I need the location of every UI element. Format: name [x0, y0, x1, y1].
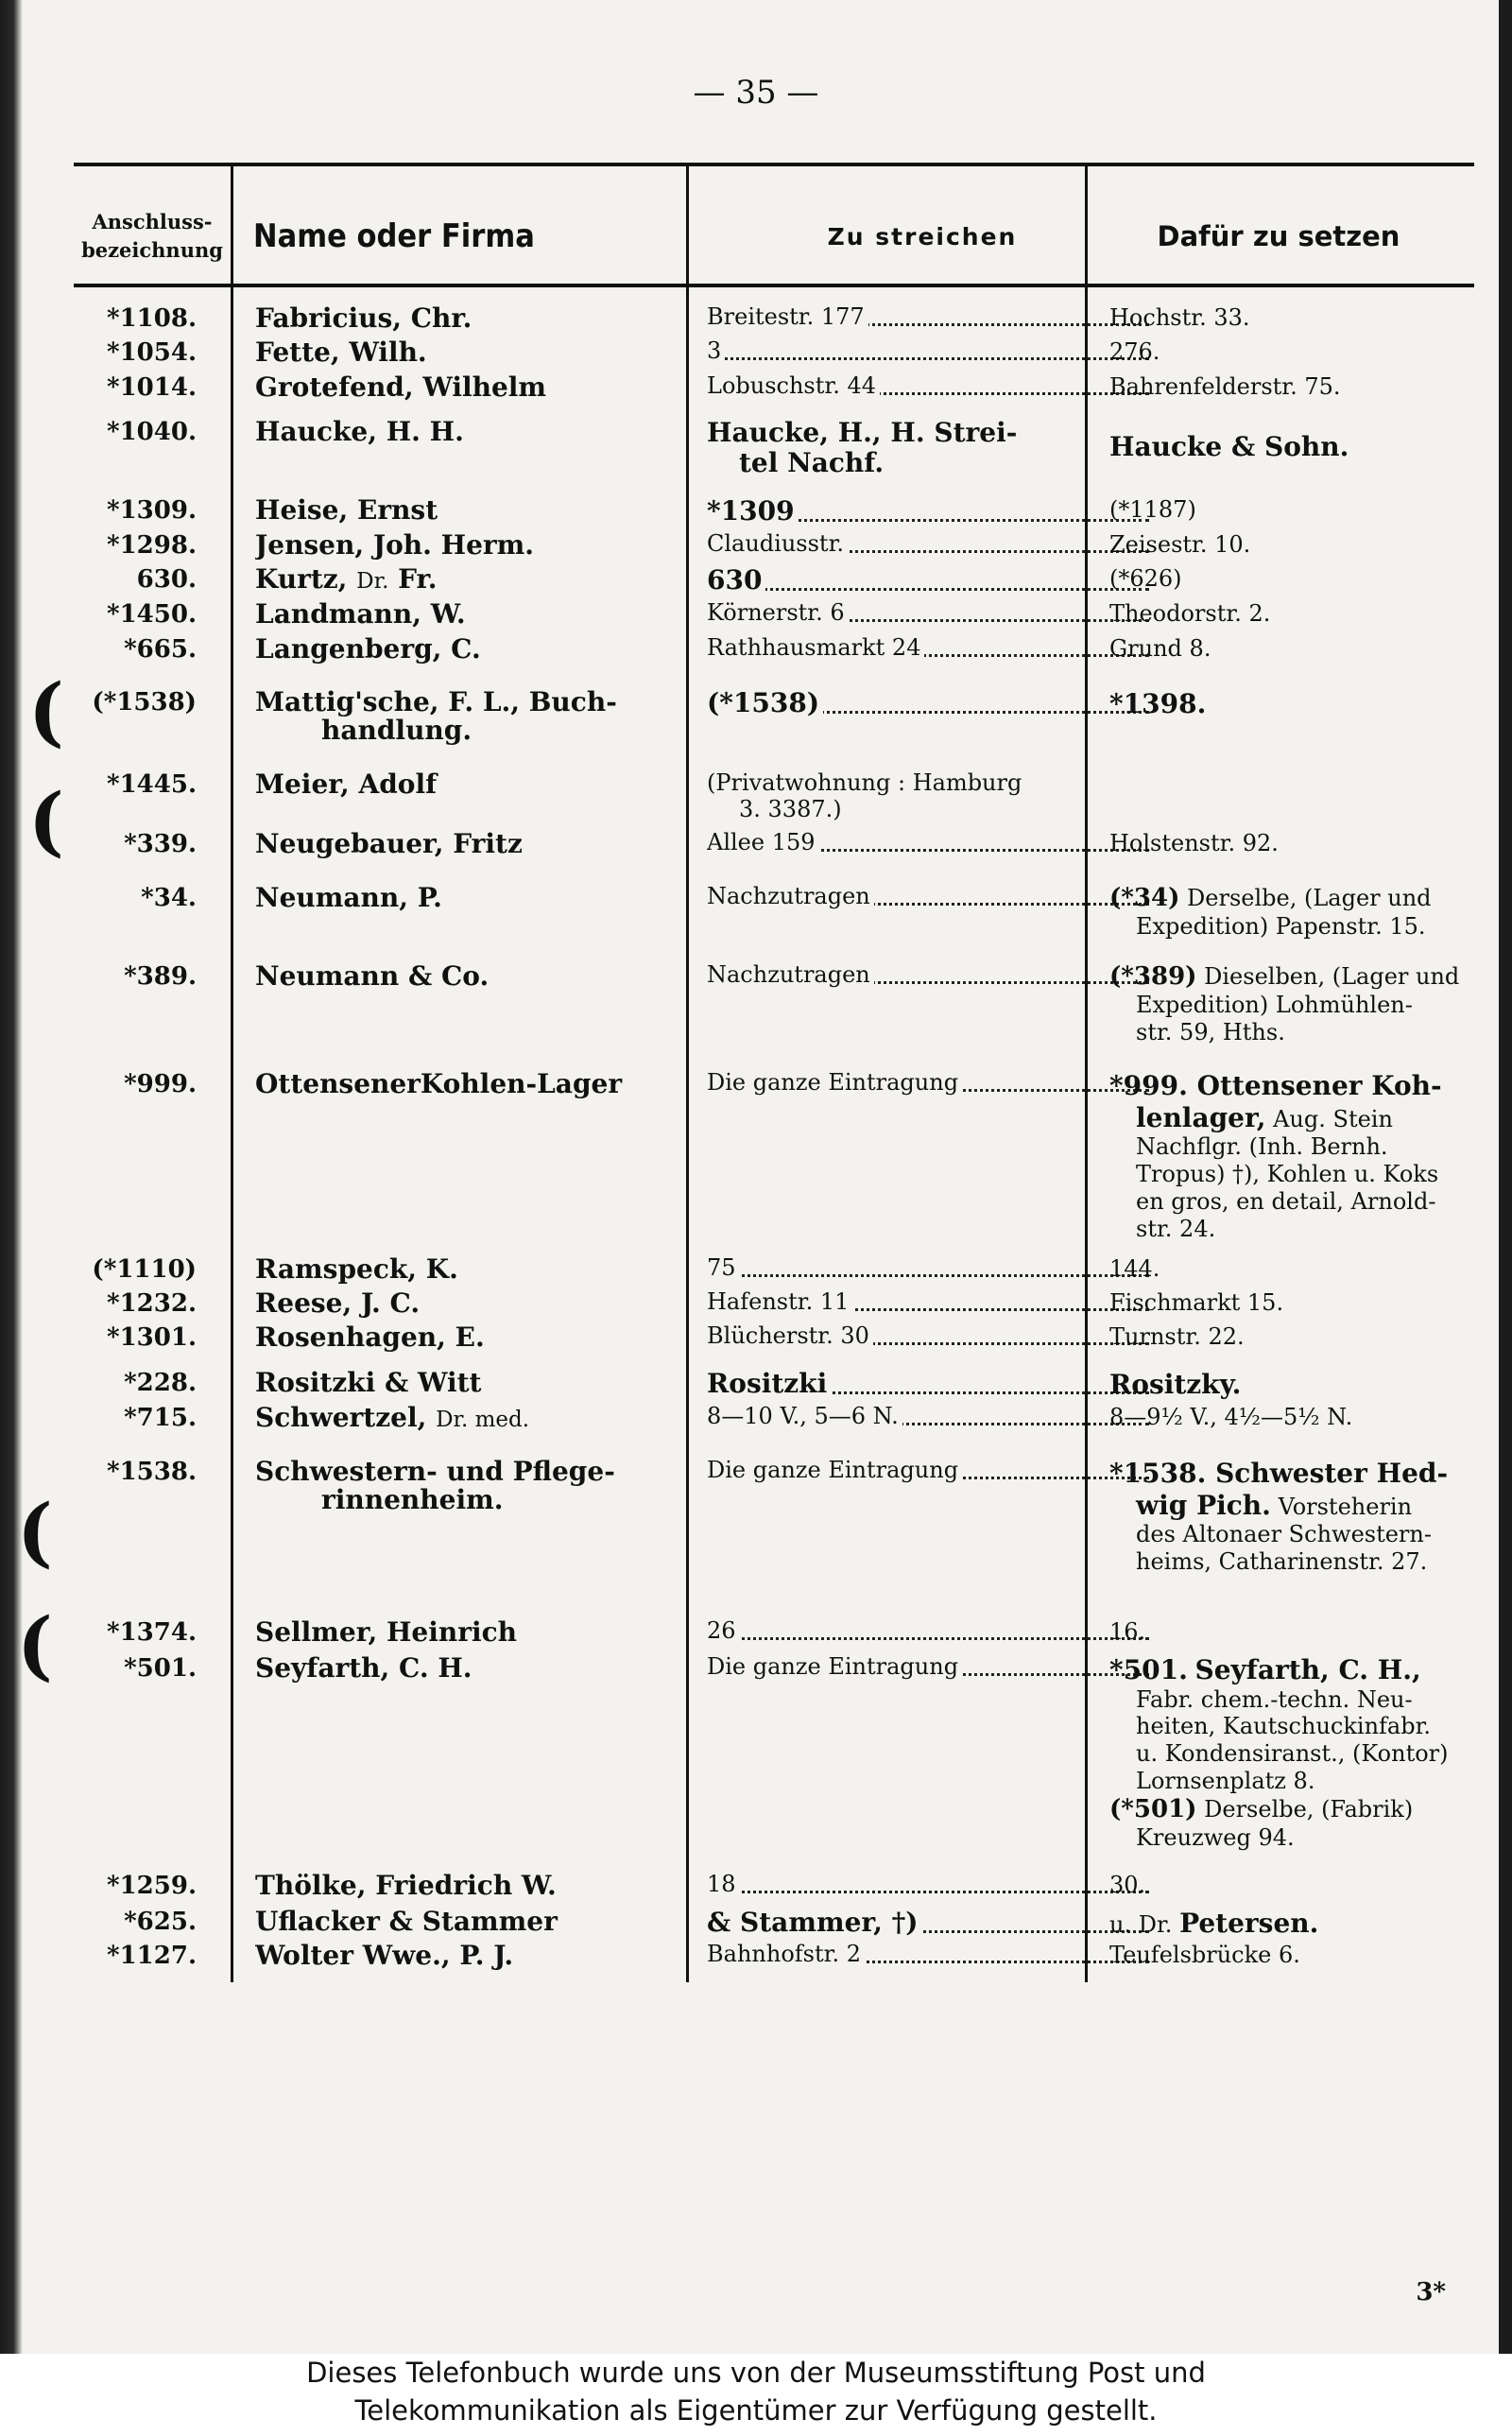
replacement-line: Expedition) Lohmühlen-: [1136, 992, 1413, 1019]
replacement-entry: Theodorstr. 2.: [1109, 600, 1271, 627]
connection-number: *715.: [124, 1404, 197, 1432]
connection-number: *34.: [141, 884, 197, 912]
connection-number: *1259.: [106, 1872, 197, 1900]
strike-line: Haucke, H., H. Strei-: [707, 418, 1018, 448]
replacement-entry: Turnstr. 22.: [1109, 1323, 1245, 1350]
replacement-lead: lenlager,: [1136, 1101, 1266, 1133]
replacement-entry: 16.: [1109, 1618, 1146, 1645]
entry-to-delete: [707, 1369, 1149, 1399]
subscriber-name: [255, 304, 747, 333]
name-text: [255, 770, 440, 799]
subscriber-name: [255, 1323, 747, 1352]
replacement-line: Vorsteherin: [1278, 1493, 1413, 1520]
name-part: Thölke, Friedrich W.: [255, 1872, 557, 1901]
subscriber-name: [255, 1255, 747, 1284]
banner-line: Telekommunikation als Eigentümer zur Verfügung gestellt.: [354, 2394, 1158, 2427]
name-text: [255, 1942, 517, 1970]
replacement-line: heims, Catharinenstr. 27.: [1136, 1547, 1428, 1575]
subscriber-name: [255, 418, 747, 446]
name-title: Dr. med.: [436, 1408, 530, 1432]
replacement-entry: Rositzky.: [1109, 1369, 1242, 1400]
name-text: [255, 1908, 561, 1936]
header-replacement: Dafür zu setzen: [1157, 220, 1400, 252]
name-text: [255, 531, 538, 560]
strike-text: 8—10 V., 5—6 N.: [707, 1404, 902, 1429]
header-connection: Anschluss- bezeichnung: [81, 209, 223, 262]
margin-bracket: (: [28, 776, 64, 865]
name-text: [255, 1654, 476, 1683]
connection-number: *339.: [124, 830, 197, 858]
name-part: Schwertzel,: [255, 1404, 427, 1433]
connection-number: *1127.: [106, 1942, 197, 1970]
replacement-entry: Bahrenfelderstr. 75.: [1109, 373, 1341, 400]
subscriber-name: [255, 1404, 747, 1432]
replacement-entry: [1109, 1654, 1512, 1852]
name-text: [255, 496, 441, 525]
banner-line: Dieses Telefonbuch wurde uns von der Museumsstiftung Post und: [306, 2357, 1206, 2389]
strike-text: & Stammer, †): [707, 1908, 922, 1938]
name-part: Fabricius, Chr.: [255, 304, 472, 334]
replacement-entry: Grund 8.: [1109, 635, 1211, 662]
name-text: [255, 1618, 521, 1647]
connection-number: *1374.: [106, 1618, 197, 1647]
replacement-entry: [1109, 962, 1512, 1046]
name-text: [255, 1369, 485, 1397]
subscriber-name: [255, 1908, 747, 1936]
replacement-entry: Teufelsbrücke 6.: [1109, 1942, 1300, 1968]
name-line: rinnenheim.: [321, 1484, 504, 1516]
dot-leader: [707, 357, 1149, 360]
name-part: Ramspeck, K.: [255, 1255, 458, 1285]
connection-number: *1450.: [106, 600, 197, 629]
page-number: — 35 —: [693, 74, 819, 112]
connection-number: *1014.: [106, 373, 197, 402]
entry-to-delete: [707, 600, 1149, 627]
replacement-entry: Fischmarkt 15.: [1109, 1289, 1284, 1316]
replacement-lead: *999. Ottensener Koh-: [1109, 1070, 1442, 1101]
subscriber-name: [255, 531, 747, 560]
entry-to-delete: [707, 496, 1149, 527]
name-part: Langenberg, C.: [255, 635, 481, 665]
header-to-delete: Zu streichen: [827, 222, 1018, 251]
name-text: [255, 1255, 462, 1284]
entry-to-delete: [707, 1942, 1149, 1968]
name-text: [255, 373, 550, 402]
connection-number: 630.: [136, 565, 197, 594]
connection-number: *389.: [124, 962, 197, 991]
strike-text: Allee 159: [707, 830, 819, 855]
name-text: [255, 830, 526, 858]
name-part: Grotefend, Wilhelm: [255, 373, 547, 403]
replacement-lead: (*389): [1109, 962, 1197, 991]
subscriber-name: [255, 688, 747, 745]
dot-leader: [707, 1637, 1149, 1640]
entry-to-delete: [707, 1618, 1149, 1645]
entry-to-delete: [707, 1070, 1149, 1097]
page-signature: 3*: [1416, 2278, 1446, 2306]
subscriber-name: [255, 1458, 747, 1514]
subscriber-name: [255, 1070, 747, 1098]
name-text: [255, 635, 485, 664]
replacement-entry: 144.: [1109, 1255, 1160, 1282]
replacement-lead: *1538. Schwester Hed-: [1109, 1458, 1449, 1489]
entry-to-delete: [707, 770, 1149, 822]
entry-to-delete: [707, 688, 1149, 718]
name-part: Neumann, P.: [255, 884, 442, 913]
strike-line: tel Nachf.: [739, 447, 885, 479]
strike-text: Lobuschstr. 44: [707, 373, 880, 399]
name-line: handlung.: [321, 715, 472, 747]
subscriber-name: [255, 338, 747, 367]
replacement-line: Derselbe, (Fabrik): [1204, 1795, 1414, 1823]
subscriber-name: [255, 635, 747, 664]
name-part: Fr.: [398, 565, 438, 595]
replacement-entry: Holstenstr. 92.: [1109, 830, 1279, 856]
strike-text: (*1538): [707, 688, 823, 718]
entry-to-delete: [707, 531, 1149, 558]
subscriber-name: [255, 1618, 747, 1647]
name-part: Rosenhagen, E.: [255, 1323, 485, 1353]
name-text: [255, 884, 446, 912]
replacement-entry: 276.: [1109, 338, 1160, 365]
margin-bracket: (: [17, 1600, 53, 1689]
replacement-part: u. Dr.: [1109, 1911, 1173, 1938]
name-part: Heise, Ernst: [255, 496, 438, 526]
replacement-lead: (*501): [1109, 1794, 1197, 1823]
subscriber-name: [255, 565, 747, 594]
replacement-part: Petersen.: [1179, 1908, 1319, 1939]
name-part: Kurtz,: [255, 565, 348, 595]
name-text: [255, 962, 492, 991]
strike-text: 18: [707, 1872, 740, 1897]
replacement-line: Tropus) †), Kohlen u. Koks: [1136, 1160, 1439, 1187]
name-part: Jensen, Joh. Herm.: [255, 531, 535, 561]
name-part: Reese, J. C.: [255, 1289, 421, 1319]
strike-text: 75: [707, 1255, 740, 1281]
subscriber-name: [255, 830, 747, 858]
name-title: Dr.: [356, 569, 389, 594]
margin-bracket: (: [28, 666, 64, 755]
name-part: Uflacker & Stammer: [255, 1908, 558, 1937]
strike-text: Claudiusstr.: [707, 531, 848, 557]
replacement-lead: Seyfarth, C. H.,: [1194, 1654, 1421, 1685]
header-rule: [74, 284, 1474, 287]
dot-leader: [707, 1891, 1149, 1893]
replacement-line: Aug. Stein: [1273, 1105, 1393, 1132]
entry-to-delete: [707, 1654, 1149, 1681]
connection-number: *1309.: [106, 496, 197, 525]
entry-to-delete: [707, 565, 1149, 596]
replacement-line: str. 59, Hths.: [1136, 1018, 1285, 1045]
entry-to-delete: [707, 1404, 1149, 1430]
replacement-entry: *1398.: [1109, 688, 1207, 719]
replacement-line: Kreuzweg 94.: [1136, 1823, 1295, 1851]
strike-text: Rathhausmarkt 24: [707, 635, 924, 661]
entry-to-delete: [707, 1289, 1149, 1316]
replacement-line: des Altonaer Schwestern-: [1136, 1521, 1432, 1548]
dot-leader: [707, 588, 1149, 591]
entry-to-delete: [707, 1255, 1149, 1282]
connection-number: (*1110): [92, 1255, 197, 1284]
name-part: Fette, Wilh.: [255, 338, 427, 368]
page-left-edge: [0, 0, 23, 2354]
subscriber-name: [255, 884, 747, 912]
subscriber-name: [255, 962, 747, 991]
dot-leader: [707, 1274, 1149, 1277]
entry-to-delete: [707, 304, 1149, 331]
strike-text: 26: [707, 1618, 740, 1644]
strike-line: (Privatwohnung : Hamburg: [707, 770, 1022, 796]
connection-number: *1538.: [106, 1458, 197, 1486]
subscriber-name: [255, 1289, 747, 1318]
replacement-lead: wig Pich.: [1136, 1489, 1271, 1521]
replacement-entry: Haucke & Sohn.: [1109, 431, 1349, 462]
name-part: Landmann, W.: [255, 600, 466, 630]
name-text: [255, 418, 468, 446]
subscriber-name: [255, 1369, 747, 1397]
name-line: Schwestern- und Pflege-: [255, 1456, 615, 1487]
name-text: [255, 1872, 560, 1900]
replacement-line: Lornsenplatz 8.: [1136, 1767, 1315, 1794]
connection-number: *999.: [124, 1070, 197, 1098]
name-text: [255, 1404, 533, 1432]
replacement-lead: (*34): [1109, 884, 1180, 912]
connection-number: *1054.: [106, 338, 197, 367]
name-line: Mattig'sche, F. L., Buch-: [255, 686, 617, 717]
entry-to-delete: [707, 373, 1149, 400]
strike-text: Blücherstr. 30: [707, 1323, 873, 1349]
name-text: [255, 1070, 626, 1098]
replacement-line: u. Kondensiranst., (Kontor): [1136, 1740, 1449, 1768]
replacement-line: Derselbe, (Lager und: [1187, 885, 1432, 911]
replacement-line: en gros, en detail, Arnold-: [1136, 1187, 1436, 1215]
subscriber-name: [255, 496, 747, 525]
entry-to-delete: [707, 830, 1149, 856]
replacement-entry: (*626): [1109, 565, 1182, 592]
connection-number: *501.: [124, 1654, 197, 1683]
strike-text: Rositzki: [707, 1369, 831, 1399]
entry-to-delete: [707, 418, 1149, 478]
replacement-line: str. 24.: [1136, 1215, 1216, 1242]
replacement-line: Dieselben, (Lager und: [1204, 963, 1460, 990]
name-part: Seyfarth, C. H.: [255, 1654, 472, 1684]
replacement-entry: [1109, 884, 1512, 941]
margin-bracket: (: [17, 1487, 53, 1576]
entry-to-delete: [707, 635, 1149, 662]
replacement-lead: *501.: [1109, 1654, 1188, 1685]
entry-to-delete: [707, 1458, 1149, 1484]
replacement-entry: Zeisestr. 10.: [1109, 531, 1251, 558]
replacement-entry: 30.: [1109, 1872, 1146, 1898]
name-part: Meier, Adolf: [255, 770, 438, 800]
name-text: [255, 1323, 489, 1352]
strike-text: Hafenstr. 11: [707, 1289, 852, 1315]
replacement-line: Expedition) Papenstr. 15.: [1136, 913, 1426, 941]
strike-text: Die ganze Eintragung: [707, 1070, 962, 1096]
replacement-entry: [1109, 1908, 1512, 1940]
name-part: Haucke, H. H.: [255, 418, 464, 447]
strike-text: 630: [707, 565, 765, 596]
strike-text: 3: [707, 338, 725, 364]
subscriber-name: [255, 770, 747, 799]
name-part: Wolter Wwe., P. J.: [255, 1942, 514, 1971]
replacement-entry: Hochstr. 33.: [1109, 304, 1250, 331]
name-text: [255, 338, 431, 367]
replacement-entry: [1109, 1458, 1512, 1576]
replacement-entry: (*1187): [1109, 496, 1196, 523]
ownership-banner: [0, 2354, 1512, 2436]
connection-number: *625.: [124, 1908, 197, 1936]
strike-text: Nachzutragen: [707, 962, 874, 988]
connection-number: *665.: [124, 635, 197, 664]
header-name: Name oder Firma: [253, 217, 535, 255]
entry-to-delete: [707, 1323, 1149, 1350]
connection-number: *228.: [124, 1369, 197, 1397]
replacement-entry: 8—9½ V., 4½—5½ N.: [1109, 1404, 1353, 1430]
name-text: [255, 304, 475, 333]
connection-number: *1445.: [106, 770, 197, 799]
name-text: [255, 600, 470, 629]
strike-text: Die ganze Eintragung: [707, 1654, 962, 1680]
column-divider: [231, 163, 233, 1982]
entry-to-delete: [707, 962, 1149, 989]
connection-number: *1298.: [106, 531, 197, 560]
connection-number: *1301.: [106, 1323, 197, 1352]
name-part: Neumann & Co.: [255, 962, 490, 992]
subscriber-name: [255, 1654, 747, 1683]
connection-number: (*1538): [92, 688, 197, 717]
connection-number: *1108.: [106, 304, 197, 333]
subscriber-name: [255, 1872, 747, 1900]
entry-to-delete: [707, 1872, 1149, 1898]
entry-to-delete: [707, 338, 1149, 365]
strike-text: Breitestr. 177: [707, 304, 868, 330]
name-part: Neugebauer, Fritz: [255, 830, 523, 859]
name-part: Rositzki & Witt: [255, 1369, 482, 1398]
name-text: [255, 565, 440, 594]
connection-number: *1040.: [106, 418, 197, 446]
strike-text: *1309: [707, 496, 799, 527]
strike-text: Nachzutragen: [707, 884, 874, 909]
strike-text: Bahnhofstr. 2: [707, 1942, 865, 1967]
replacement-line: heiten, Kautschuckinfabr.: [1136, 1713, 1432, 1740]
subscriber-name: [255, 1942, 747, 1970]
name-part: OttensenerKohlen-Lager: [255, 1070, 623, 1099]
replacement-entry: [1109, 1070, 1512, 1242]
replacement-line: Nachflgr. (Inh. Bernh.: [1136, 1133, 1388, 1161]
name-text: [255, 1289, 423, 1318]
replacement-line: Fabr. chem.-techn. Neu-: [1136, 1685, 1413, 1713]
entry-to-delete: [707, 1908, 1149, 1938]
subscriber-name: [255, 600, 747, 629]
strike-text: Die ganze Eintragung: [707, 1458, 962, 1483]
subscriber-name: [255, 373, 747, 402]
entry-to-delete: [707, 884, 1149, 910]
strike-text: Körnerstr. 6: [707, 600, 849, 626]
name-part: Sellmer, Heinrich: [255, 1618, 518, 1648]
table-top-rule: [74, 163, 1474, 166]
connection-number: *1232.: [106, 1289, 197, 1318]
strike-line: 3. 3387.): [739, 795, 842, 822]
